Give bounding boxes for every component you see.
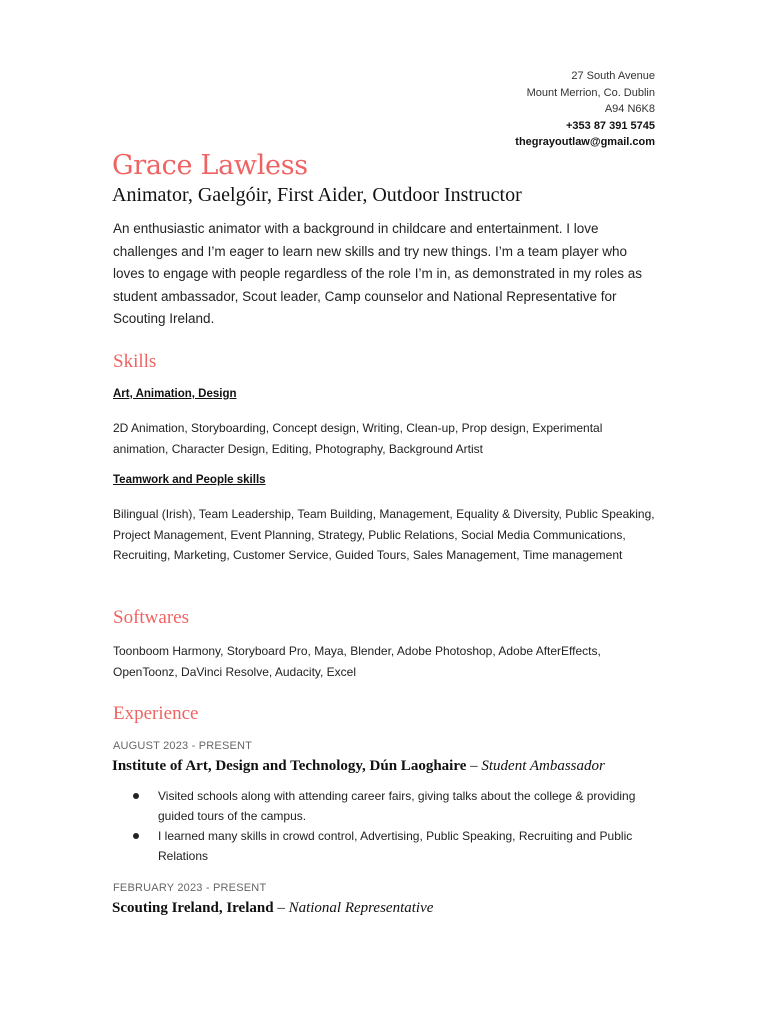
bullet-icon: [133, 793, 139, 799]
job-organization: Institute of Art, Design and Technology, Dún Laoghaire: [112, 758, 467, 774]
contact-email: thegrayoutlaw@gmail.com: [515, 136, 655, 149]
candidate-headline: Animator, Gaelgóir, First Aider, Outdoor Instructor: [112, 184, 522, 206]
contact-street: 27 South Avenue: [571, 70, 655, 82]
contact-block: [515, 68, 655, 151]
skills-group-text: 2D Animation, Storyboarding, Concept design, Writing, Clean-up, Prop design, Experimental animation, Character Design, Editing, Photography, Background Artist: [113, 421, 603, 456]
softwares-text: Toonboom Harmony, Storyboard Pro, Maya, Blender, Adobe Photoshop, Adobe AfterEffects, OpenToonz, DaVinci Resolve, Audacity, Excel: [113, 644, 601, 679]
list-item: [133, 826, 658, 866]
job-title-line: [112, 758, 605, 775]
bullet-text: Visited schools along with attending career fairs, giving talks about the college & providing guided tours of the campus.: [158, 789, 636, 823]
job-date: AUGUST 2023 - PRESENT: [113, 740, 253, 752]
contact-postcode: A94 N6K8: [604, 103, 655, 116]
contact-phone: +353 87 391 5745: [565, 119, 655, 132]
experience-section-title: Experience: [113, 703, 199, 724]
job-role: National Representative: [288, 900, 434, 916]
contact-area: Mount Merrion, Co. Dublin: [526, 86, 655, 99]
job-separator: –: [466, 758, 482, 774]
skills-group-text: Bilingual (Irish), Team Leadership, Team Building, Management, Equality & Diversity, Public Speaking, Project Management, Event Planning, Strategy, Public Relations, Social Media Communications, Recruiting, Marketing, Customer Service, Guided Tours, Sales Management, Time management: [113, 507, 655, 562]
job-bullet-list: [133, 786, 658, 866]
job-title-line: [112, 900, 433, 917]
softwares-section-title: Softwares: [113, 607, 189, 628]
job-date: FEBRUARY 2023 - PRESENT: [113, 882, 267, 894]
candidate-name: Grace Lawless: [112, 150, 308, 181]
job-role: Student Ambassador: [481, 758, 605, 774]
bullet-icon: [133, 833, 139, 839]
skills-section-title: Skills: [113, 351, 157, 372]
skills-group-heading: Art, Animation, Design: [113, 388, 237, 400]
list-item: [133, 786, 658, 826]
job-organization: Scouting Ireland, Ireland: [112, 900, 274, 916]
job-separator: –: [273, 900, 289, 916]
skills-group-heading: Teamwork and People skills: [113, 474, 266, 486]
summary-paragraph: An enthusiastic animator with a background in childcare and entertainment. I love challenges and I’m eager to learn new skills and try new things. I’m a team player who loves to engage with people regardless of the role I’m in, as demonstrated in my roles as student ambassador, Scout leader, Camp counselor and National Representative for Scouting Ireland.: [113, 221, 643, 326]
bullet-text: I learned many skills in crowd control, Advertising, Public Speaking, Recruiting and Public Relations: [158, 829, 633, 863]
